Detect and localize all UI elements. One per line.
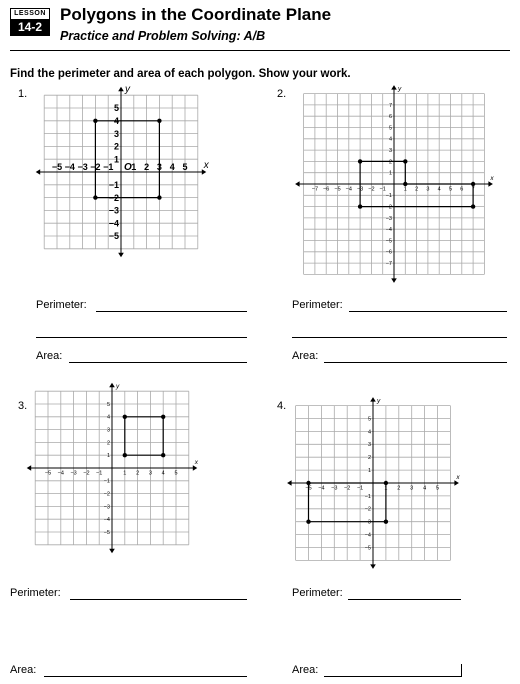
y-tick-label: −2 bbox=[385, 204, 392, 211]
y-tick-label: −6 bbox=[385, 249, 392, 256]
polygon-vertex bbox=[306, 481, 310, 485]
x-tick-label: −3 bbox=[331, 485, 338, 492]
x-tick-label: −5 bbox=[44, 470, 52, 477]
y-tick-label: −1 bbox=[385, 193, 392, 200]
x-tick-label: −3 bbox=[70, 470, 77, 477]
x-tick-label: 4 bbox=[161, 470, 165, 477]
x-tick-label: −2 bbox=[90, 162, 101, 172]
x-tick-label: 4 bbox=[437, 186, 441, 193]
y-tick-label: 3 bbox=[367, 442, 371, 449]
y-axis-label: y bbox=[116, 383, 120, 391]
x-tick-label: 7 bbox=[471, 186, 475, 193]
x-axis-arrow-right bbox=[454, 480, 459, 486]
x-tick-label: 3 bbox=[156, 162, 162, 172]
y-tick-label: 1 bbox=[113, 154, 119, 165]
polygon-vertex bbox=[157, 119, 161, 123]
x-tick-label: −4 bbox=[64, 162, 75, 172]
x-tick-label: 4 bbox=[169, 162, 175, 172]
perimeter-label: Perimeter: bbox=[10, 587, 61, 599]
polygon-vertex bbox=[161, 415, 165, 419]
y-axis-arrow-down bbox=[370, 564, 376, 569]
x-tick-label: −2 bbox=[83, 470, 90, 477]
x-tick-label: 3 bbox=[410, 485, 414, 492]
lesson-word: LESSON bbox=[11, 9, 49, 19]
instructions: Find the perimeter and area of each polygon. Show your work. bbox=[10, 68, 351, 80]
x-axis-arrow-left bbox=[27, 465, 32, 471]
y-tick-label: −4 bbox=[385, 227, 392, 234]
x-tick-label: −5 bbox=[51, 162, 63, 172]
polygon-vertex bbox=[384, 481, 388, 485]
y-tick-label: −5 bbox=[364, 545, 371, 552]
y-axis-arrow-up bbox=[391, 85, 397, 90]
polygon-outline bbox=[125, 417, 163, 455]
area-answer-line[interactable] bbox=[44, 676, 247, 677]
y-tick-label: 1 bbox=[106, 453, 110, 460]
x-tick-label: 3 bbox=[148, 470, 152, 477]
y-tick-label: 1 bbox=[367, 468, 371, 475]
y-tick-label: −1 bbox=[103, 478, 110, 485]
polygon-vertex bbox=[471, 204, 475, 208]
perimeter-answer-line[interactable] bbox=[348, 599, 461, 600]
y-tick-label: −1 bbox=[364, 493, 371, 500]
y-tick-label: 1 bbox=[388, 170, 392, 177]
x-tick-label: −4 bbox=[345, 186, 352, 193]
problem-number: 2. bbox=[277, 88, 287, 100]
x-tick-label: −3 bbox=[356, 186, 364, 193]
y-tick-label: −2 bbox=[108, 192, 119, 203]
y-tick-label: 4 bbox=[388, 136, 392, 143]
x-tick-label: 5 bbox=[448, 186, 453, 193]
y-axis-arrow-down bbox=[109, 549, 115, 554]
y-tick-label: −4 bbox=[364, 532, 371, 539]
x-tick-label: 5 bbox=[182, 162, 188, 172]
y-tick-label: −7 bbox=[385, 261, 392, 268]
x-tick-label: −1 bbox=[96, 470, 103, 477]
text-cursor bbox=[461, 664, 462, 677]
y-axis-arrow-down bbox=[391, 278, 397, 283]
x-axis-arrow-right bbox=[193, 465, 198, 471]
lesson-number: 14-2 bbox=[11, 19, 49, 35]
y-tick-label: −3 bbox=[108, 205, 119, 216]
polygon-vertex bbox=[93, 195, 97, 199]
polygon-vertex bbox=[123, 415, 127, 419]
y-tick-label: −2 bbox=[364, 506, 371, 513]
x-axis-label: x bbox=[456, 474, 460, 481]
x-tick-label: 6 bbox=[460, 186, 464, 193]
polygon-vertex bbox=[471, 182, 475, 186]
y-axis-label: y bbox=[125, 84, 130, 96]
y-tick-label: −3 bbox=[364, 519, 371, 526]
page-subtitle: Practice and Problem Solving: A/B bbox=[60, 29, 266, 43]
x-tick-label: 2 bbox=[136, 470, 140, 477]
perimeter-answer-line[interactable] bbox=[70, 599, 247, 600]
x-tick-label: −5 bbox=[305, 485, 312, 492]
y-tick-label: −2 bbox=[103, 491, 110, 498]
x-tick-label: 5 bbox=[435, 485, 440, 492]
polygon-vertex bbox=[384, 520, 388, 524]
x-tick-label: 1 bbox=[384, 485, 388, 492]
x-tick-label: −4 bbox=[318, 485, 325, 492]
problem-number: 3. bbox=[18, 400, 28, 412]
polygon-vertex bbox=[358, 159, 362, 163]
y-tick-label: 4 bbox=[113, 115, 119, 126]
y-tick-label: 3 bbox=[113, 128, 119, 139]
area-label: Area: bbox=[10, 664, 37, 676]
y-tick-label: 4 bbox=[367, 429, 371, 436]
y-tick-label: 5 bbox=[388, 125, 392, 132]
x-tick-label: −1 bbox=[356, 485, 364, 492]
x-tick-label: 1 bbox=[123, 470, 127, 477]
x-axis-label: x bbox=[194, 459, 199, 466]
x-tick-label: −7 bbox=[311, 186, 319, 193]
lesson-badge bbox=[10, 8, 50, 36]
y-axis-arrow-down bbox=[118, 253, 124, 257]
y-axis-arrow-up bbox=[118, 87, 124, 92]
area-answer-line[interactable] bbox=[69, 362, 247, 363]
polygon-vertex bbox=[93, 119, 97, 123]
area-label: Area: bbox=[36, 350, 63, 362]
y-axis-label: y bbox=[377, 397, 381, 405]
perimeter-answer-line-2[interactable] bbox=[292, 337, 507, 338]
x-tick-label: −3 bbox=[77, 162, 88, 172]
y-tick-label: −5 bbox=[108, 231, 119, 242]
x-tick-label: −5 bbox=[334, 186, 341, 193]
coordinate-grid-2 bbox=[300, 86, 496, 268]
y-tick-label: 2 bbox=[367, 455, 371, 462]
x-axis-arrow-left bbox=[287, 480, 292, 486]
x-tick-label: −2 bbox=[368, 186, 375, 193]
coordinate-grid-3 bbox=[36, 383, 200, 562]
x-tick-label: −6 bbox=[323, 186, 330, 193]
x-axis-label: x bbox=[203, 160, 209, 171]
x-axis-arrow-left bbox=[36, 169, 41, 175]
origin-label: O bbox=[124, 162, 132, 173]
x-tick-label: 1 bbox=[131, 162, 137, 172]
perimeter-label: Perimeter: bbox=[292, 587, 343, 599]
y-axis-arrow-up bbox=[370, 397, 376, 402]
polygon-vertex bbox=[403, 182, 407, 186]
polygon-vertex bbox=[123, 453, 127, 457]
page-title: Polygons in the Coordinate Plane bbox=[60, 5, 332, 24]
perimeter-answer-line[interactable] bbox=[349, 311, 507, 312]
x-tick-label: 2 bbox=[144, 162, 150, 172]
y-tick-label: 3 bbox=[106, 427, 110, 434]
y-tick-label: −1 bbox=[108, 179, 119, 190]
y-tick-label: −4 bbox=[103, 517, 110, 524]
perimeter-answer-line[interactable] bbox=[96, 311, 247, 312]
y-tick-label: 3 bbox=[388, 148, 392, 155]
y-tick-label: −3 bbox=[103, 504, 110, 511]
problem-number: 4. bbox=[277, 400, 287, 412]
polygon-vertex bbox=[403, 159, 407, 163]
x-axis-arrow-left bbox=[295, 181, 300, 187]
area-label: Area: bbox=[292, 350, 319, 362]
header-divider bbox=[10, 50, 510, 51]
y-tick-label: 2 bbox=[113, 141, 119, 152]
x-axis-label: x bbox=[490, 175, 494, 182]
x-tick-label: 3 bbox=[426, 186, 430, 193]
polygon-vertex bbox=[161, 453, 165, 457]
y-tick-label: −5 bbox=[385, 238, 392, 245]
x-tick-label: −1 bbox=[379, 186, 386, 193]
y-axis-label: y bbox=[398, 85, 402, 93]
y-tick-label: 2 bbox=[388, 159, 392, 166]
x-tick-label: −4 bbox=[57, 470, 64, 477]
polygon-vertex bbox=[306, 520, 310, 524]
y-tick-label: 2 bbox=[106, 440, 110, 447]
perimeter-label: Perimeter: bbox=[292, 299, 343, 311]
coordinate-grid-4 bbox=[296, 398, 466, 562]
y-tick-label: −3 bbox=[385, 215, 392, 222]
perimeter-answer-line-2[interactable] bbox=[36, 337, 247, 338]
area-answer-line[interactable] bbox=[324, 362, 507, 363]
x-tick-label: 2 bbox=[397, 485, 401, 492]
area-answer-line[interactable] bbox=[324, 676, 461, 677]
coordinate-grid-1 bbox=[32, 84, 212, 263]
polygon-vertex bbox=[157, 195, 161, 199]
x-tick-label: 1 bbox=[403, 186, 407, 193]
y-tick-label: −5 bbox=[103, 529, 110, 536]
x-tick-label: 5 bbox=[174, 470, 178, 477]
polygon-vertex bbox=[358, 204, 362, 208]
y-tick-label: 5 bbox=[113, 103, 119, 114]
y-axis-arrow-up bbox=[109, 383, 115, 388]
problem-number: 1. bbox=[18, 88, 28, 100]
perimeter-label: Perimeter: bbox=[36, 299, 87, 311]
y-tick-label: 7 bbox=[388, 102, 392, 109]
area-label: Area: bbox=[292, 664, 319, 676]
y-tick-label: 5 bbox=[106, 401, 110, 408]
y-tick-label: 6 bbox=[388, 114, 392, 121]
x-tick-label: −1 bbox=[103, 162, 114, 172]
y-tick-label: 5 bbox=[367, 416, 371, 423]
x-tick-label: 4 bbox=[423, 485, 427, 492]
y-tick-label: −4 bbox=[108, 218, 119, 229]
y-tick-label: 4 bbox=[106, 414, 110, 421]
x-tick-label: 2 bbox=[415, 186, 419, 193]
x-axis-arrow-right bbox=[488, 181, 493, 187]
x-tick-label: −2 bbox=[344, 485, 351, 492]
